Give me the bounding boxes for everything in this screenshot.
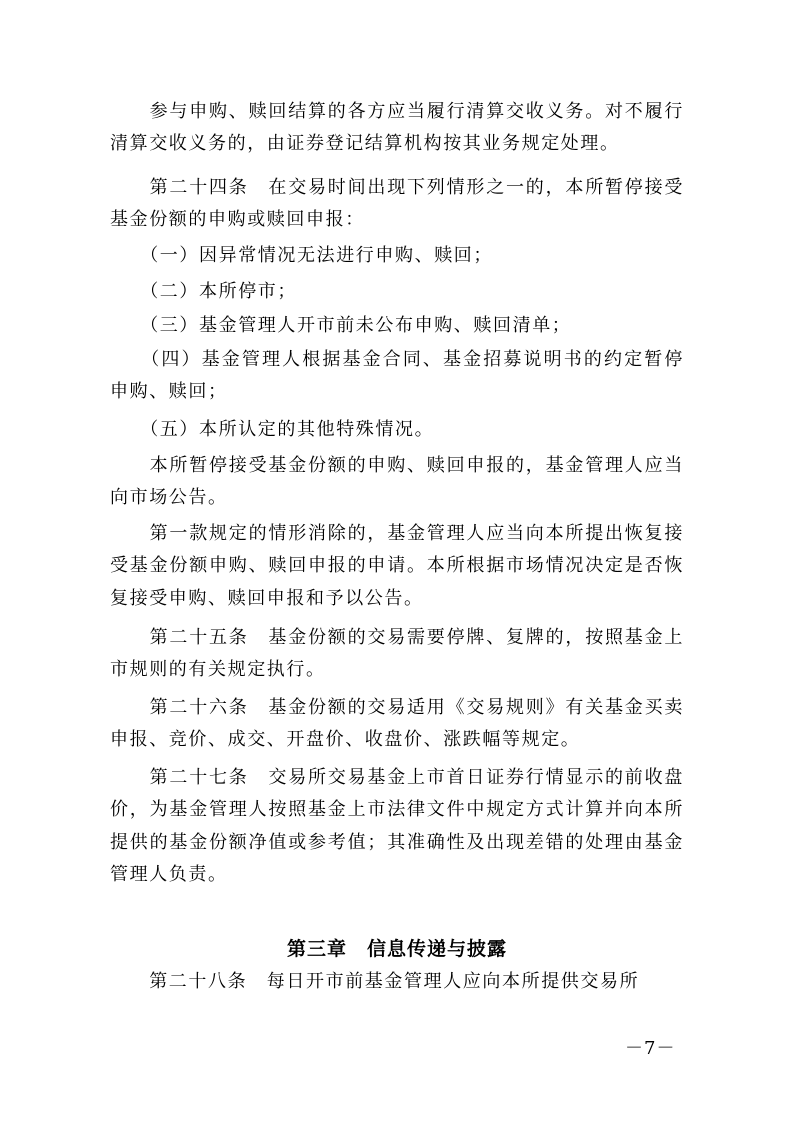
paragraph-article-27: 第二十七条 交易所交易基金上市首日证券行情显示的前收盘价，为基金管理人按照基金上市法律文件中规定方式计算并向本所提供的基金份额净值或参考值；其准确性及出现差错的处理由基金管理人负责。 <box>110 767 684 886</box>
chapter-title: 第三章 信息传递与披露 <box>286 938 507 960</box>
paragraph-article-25: 第二十五条 基金份额的交易需要停牌、复牌的，按照基金上市规则的有关规定执行。 <box>110 627 684 681</box>
page-number: －7－ <box>625 1038 676 1059</box>
paragraph-settlement-obligation: 参与申购、赎回结算的各方应当履行清算交收义务。对不履行清算交收义务的，由证券登记结算机构按其业务规定处理。 <box>110 101 684 155</box>
paragraph-suspension-announcement: 本所暂停接受基金份额的申购、赎回申报的，基金管理人应当向市场公告。 <box>110 455 684 509</box>
list-item-3: （三）基金管理人开市前未公布申购、赎回清单； <box>110 315 572 336</box>
list-item-5: （五）本所认定的其他特殊情况。 <box>110 419 435 440</box>
paragraph-article-26: 第二十六条 基金份额的交易适用《交易规则》有关基金买卖申报、竞价、成交、开盘价、收盘价、涨跌幅等规定。 <box>110 697 684 751</box>
list-item-4: （四）基金管理人根据基金合同、基金招募说明书的约定暂停申购、赎回； <box>110 349 684 403</box>
paragraph-article-28: 第二十八条 每日开市前基金管理人应向本所提供交易所 <box>110 971 640 992</box>
paragraph-article-24: 第二十四条 在交易时间出现下列情形之一的，本所暂停接受基金份额的申购或赎回申报： <box>110 177 684 231</box>
paragraph-resumption: 第一款规定的情形消除的，基金管理人应当向本所提出恢复接受基金份额申购、赎回申报的申请。本所根据市场情况决定是否恢复接受申购、赎回申报和予以公告。 <box>110 523 684 609</box>
list-item-2: （二）本所停市； <box>110 281 297 302</box>
list-item-1: （一）因异常情况无法进行申购、赎回； <box>110 245 493 266</box>
